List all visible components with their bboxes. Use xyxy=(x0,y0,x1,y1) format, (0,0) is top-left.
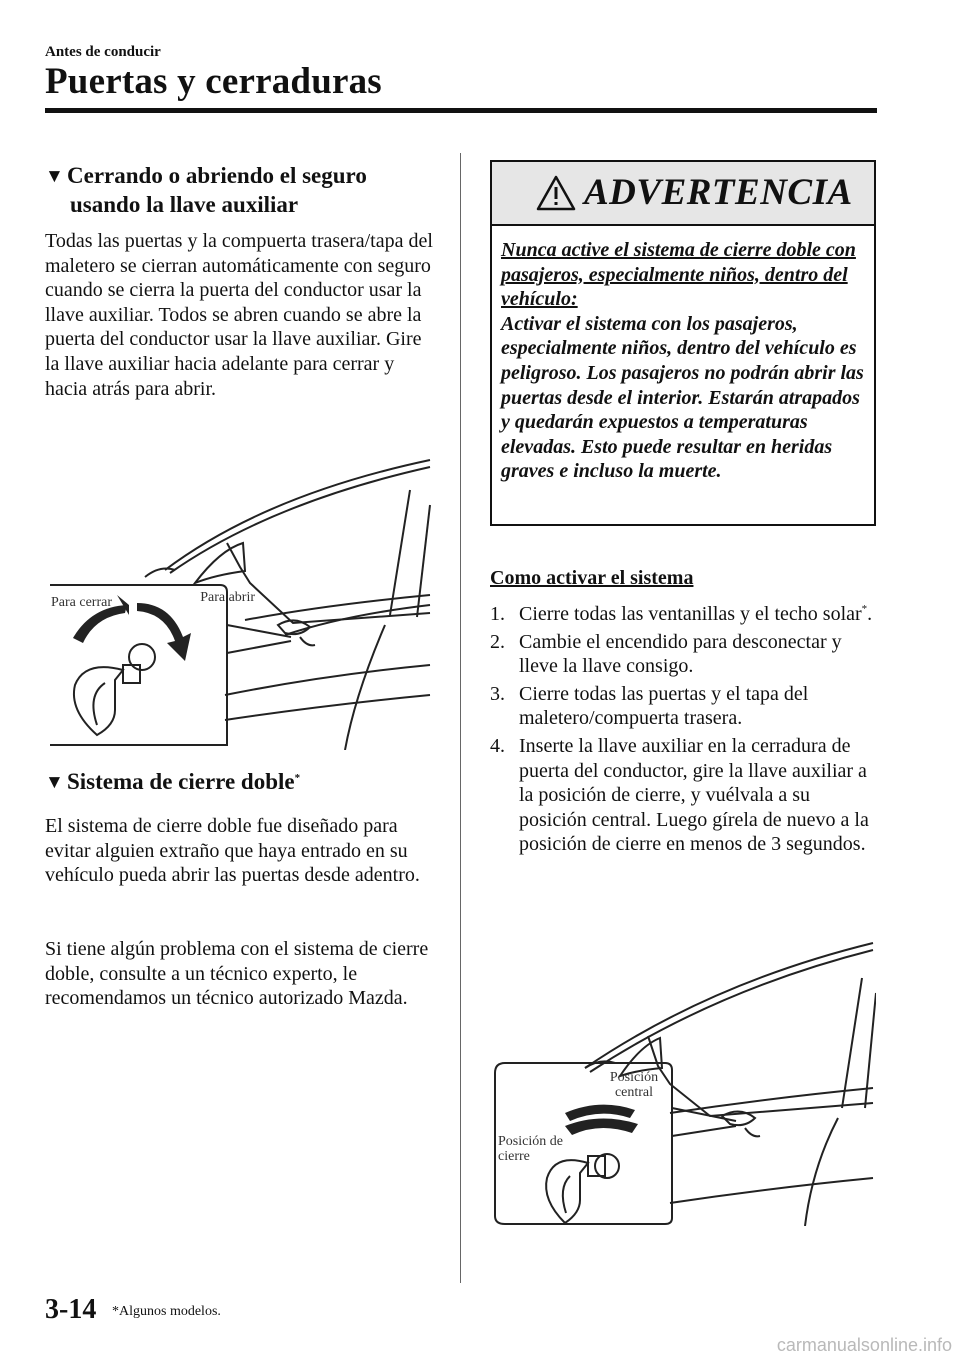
car-door-lock-illustration xyxy=(490,938,876,1226)
figure-key-rotation xyxy=(45,455,433,750)
figure-lock-positions xyxy=(490,938,876,1226)
step-text: Cierre todas las ventanillas y el techo solar xyxy=(519,603,862,625)
step-number: 4. xyxy=(490,734,505,757)
step-after: . xyxy=(867,603,873,625)
warning-title: ADVERTENCIA xyxy=(584,172,853,213)
figure-label-close: Para cerrar xyxy=(51,595,113,610)
watermark: carmanualsonline.info xyxy=(776,1335,952,1355)
list-item xyxy=(490,602,880,627)
footnote: *Algunos modelos. xyxy=(112,1304,221,1319)
warning-body xyxy=(501,238,873,484)
step-number: 1. xyxy=(490,603,505,625)
footnote-marker: * xyxy=(861,603,868,615)
warning-header xyxy=(492,162,874,226)
warning-text: Activar el sistema con los pasajeros, especialmente niños, dentro del vehículo es peligroso. Los pasajeros no podrán abrir las puertas desde el interior. Estarán atrapados y quedarán expuestos a temperaturas elevadas. Esto puede resultar en heridas graves e incluso la muerte. xyxy=(501,312,864,483)
section-heading-cierre-doble xyxy=(45,768,455,797)
list-item xyxy=(490,734,880,857)
triangle-bullet-icon: ▼ xyxy=(45,166,64,187)
step-text: Cambie el encendido para desconectar y lleve la llave consigo. xyxy=(519,630,842,678)
warning-box xyxy=(490,160,876,526)
column-divider xyxy=(460,153,461,1283)
steps-list xyxy=(490,602,880,860)
figure-label-center-position: Posición central xyxy=(609,1070,659,1100)
section2-heading-text: Sistema de cierre doble xyxy=(67,769,295,794)
breadcrumb: Antes de conducir xyxy=(45,44,161,60)
section-heading-line2: usando la llave auxiliar xyxy=(70,192,299,217)
triangle-bullet-icon: ▼ xyxy=(45,772,64,793)
list-item xyxy=(490,630,880,679)
warning-underlined-text: Nunca active el sistema de cierre doble con pasajeros, especialmente niños, dentro del vehículo: xyxy=(501,239,856,311)
how-to-title: Como activar el sistema xyxy=(490,567,694,589)
page-number: 3-14 xyxy=(45,1294,97,1325)
step-number: 2. xyxy=(490,630,505,653)
warning-triangle-icon xyxy=(536,175,576,211)
step-number: 3. xyxy=(490,682,505,705)
section-heading-line1: Cerrando o abriendo el seguro xyxy=(67,163,367,188)
section-heading-llave-auxiliar xyxy=(45,162,455,219)
list-item xyxy=(490,682,880,731)
section1-body: Todas las puertas y la compuerta trasera/tapa del maletero se cierran automáticamente con seguro cuando se cierra la puerta del conductor usar la llave auxiliar. Todos se abren cuando se abre la puerta del conductor usar la llave auxiliar. Gire la llave auxiliar hacia adelante para cerrar y hacia atrás para abrir. xyxy=(45,230,433,400)
figure-label-lock-position: Posición de cierre xyxy=(498,1134,563,1164)
page-title: Puertas y cerraduras xyxy=(45,61,382,102)
footnote-marker: * xyxy=(294,772,301,784)
section2-para1: El sistema de cierre doble fue diseñado para evitar alguien extraño que haya entrado en su vehículo pueda abrir las puertas desde adentro. xyxy=(45,815,420,887)
section2-para2: Si tiene algún problema con el sistema de cierre doble, consulte a un técnico experto, le recomendamos un técnico autorizado Mazda. xyxy=(45,938,429,1010)
header-rule xyxy=(45,108,877,113)
step-text: Cierre todas las puertas y el tapa del maletero/compuerta trasera. xyxy=(519,682,809,730)
figure-label-open: Para abrir xyxy=(200,590,255,605)
step-text: Inserte la llave auxiliar en la cerradura de puerta del conductor, gire la llave auxiliar a la posición de cierre, y vuélvala a su posición central. Luego gírela de nuevo a la posición de cierre en menos de 3 segundos. xyxy=(519,734,869,856)
